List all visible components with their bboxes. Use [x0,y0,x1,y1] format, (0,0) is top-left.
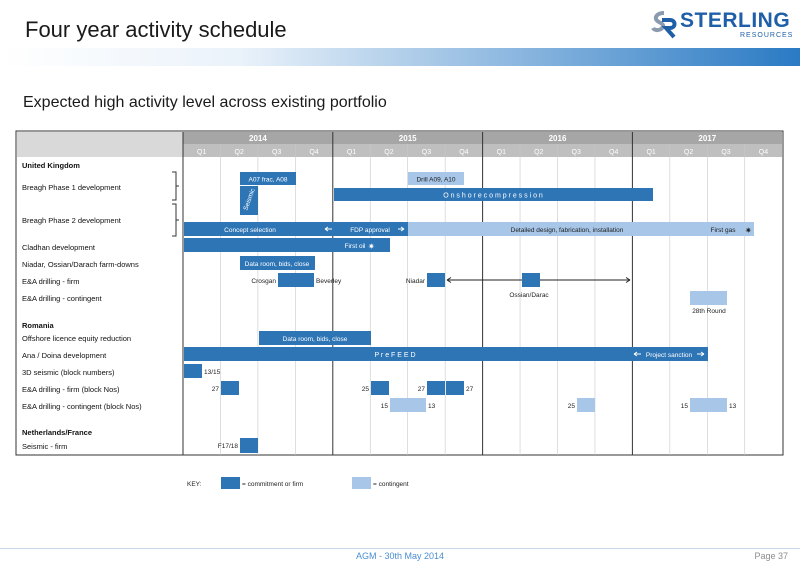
quarter-label: Q4 [459,149,469,156]
label-15b: 15 [680,403,688,410]
year-label: 2017 [698,134,717,143]
label-15a: 15 [380,403,388,410]
row-label: Ana / Doina development [22,351,107,360]
label-concept: Concept selection [224,227,276,234]
logo-subtext: RESOURCES [740,32,794,39]
bracket-breagh1 [172,172,179,200]
row-label: Romania [22,321,54,330]
label-25a: 25 [361,386,369,393]
page-title: Four year activity schedule [25,17,287,42]
quarter-label: Q4 [609,149,619,156]
bar-cont-13b [708,398,727,412]
label-13-15: 13/15 [204,369,221,376]
label-fdp: FDP approval [350,227,390,234]
row-label: E&A drilling - firm (block Nos) [22,385,120,394]
bar-beverley [296,273,314,287]
year-label: 2015 [398,134,417,143]
year-label: 2014 [249,134,267,143]
bar-firm-27c [446,381,464,395]
label-27a: 27 [211,386,219,393]
row-label: Breagh Phase 2 development [22,216,121,225]
star-first-gas-icon: ✷ [745,226,752,235]
bar-niadar [427,273,445,287]
star-first-oil-icon: ✷ [368,242,375,251]
label-first-oil: First oil [344,243,366,250]
row-label: Netherlands/France [22,428,93,437]
key-firm-swatch [221,477,240,489]
bar-pre-feed [184,347,708,361]
label-niadar: Niadar [405,278,425,285]
label-data-room-2: Data room, bids, close [282,336,348,343]
quarter-label: Q3 [271,149,282,156]
label-28th-round: 28th Round [692,308,726,315]
label-beverley: Beverley [316,278,342,285]
key-contingent-label: = contingent [373,481,409,488]
label-crosgan: Crosgan [251,278,276,285]
row-label: E&A drilling - contingent (block Nos) [22,402,142,411]
key-commitment-label: = commitment or firm [242,481,304,488]
quarter-label: Q2 [384,149,394,156]
quarter-label: Q2 [534,149,544,156]
bar-firm-27a [221,381,239,395]
label-data-room: Data room, bids, close [244,261,310,268]
quarter-label: Q1 [346,149,357,156]
quarter-label: Q2 [683,149,694,156]
row-label: United Kingdom [22,161,80,170]
label-header-cell [17,132,183,157]
label-detailed: Detailed design, fabrication, installation [510,227,624,234]
row-label: Seismic - firm [22,442,68,451]
bar-cont-13a [408,398,426,412]
bar-firm-25 [371,381,389,395]
label-ossian: Ossian/Darac [509,292,549,299]
label-seismic: Seismic [242,187,257,212]
quarter-label: Q1 [646,149,656,156]
label-first-gas: First gas [710,227,736,234]
bar-ossian [522,273,540,287]
label-pre-feed: P r e F E E D [374,352,416,359]
bar-contingent-a [690,291,708,305]
year-label: 2016 [548,134,567,143]
row-label: E&A drilling - contingent [22,294,102,303]
bar-crosgan [278,273,296,287]
bar-3d-seismic [184,364,202,378]
quarter-label: Q3 [421,149,432,156]
logo-name: STERLING [680,9,791,32]
label-onshore: O n s h o r e c o m p r e s s i o n [443,192,543,200]
row-label: E&A drilling - firm [22,277,80,286]
page-subtitle: Expected high activity level across existing portfolio [23,94,387,111]
page-number: Page 37 [754,551,788,561]
label-sanction: Project sanction [645,352,693,359]
quarter-label: Q4 [758,149,769,156]
bar-cont-15b [690,398,708,412]
row-label: Niadar, Ossian/Darach farm-downs [22,260,139,269]
row-label: Breagh Phase 1 development [22,183,121,192]
label-27b: 27 [417,386,425,393]
quarter-label: Q4 [309,149,319,156]
label-27c: 27 [466,386,474,393]
quarter-label: Q1 [496,149,506,156]
label-f17-18: F17/18 [217,443,238,450]
quarter-label: Q3 [571,149,581,156]
label-13b: 13 [729,403,737,410]
label-25b: 25 [567,403,575,410]
key-label: KEY: [187,481,202,488]
quarter-label: Q1 [197,149,207,156]
bar-contingent-b [708,291,727,305]
quarter-label: Q3 [721,149,731,156]
bar-cont-25 [577,398,595,412]
row-label: Cladhan development [22,243,95,252]
label-13a: 13 [428,403,436,410]
bar-cont-15a [390,398,408,412]
row-label: Offshore licence equity reduction [22,334,132,343]
key-contingent-swatch [352,477,371,489]
label-drill: Drill A09, A10 [416,176,456,184]
footer-divider [0,548,800,549]
bracket-breagh2 [172,204,179,236]
bar-seismic-firm [240,438,258,453]
label-a07: A07 frac, A08 [248,176,288,184]
quarter-label: Q2 [234,149,244,156]
footer-text: AGM - 30th May 2014 [355,551,445,561]
row-label: 3D seismic (block numbers) [22,368,115,377]
bar-firm-27b [427,381,445,395]
